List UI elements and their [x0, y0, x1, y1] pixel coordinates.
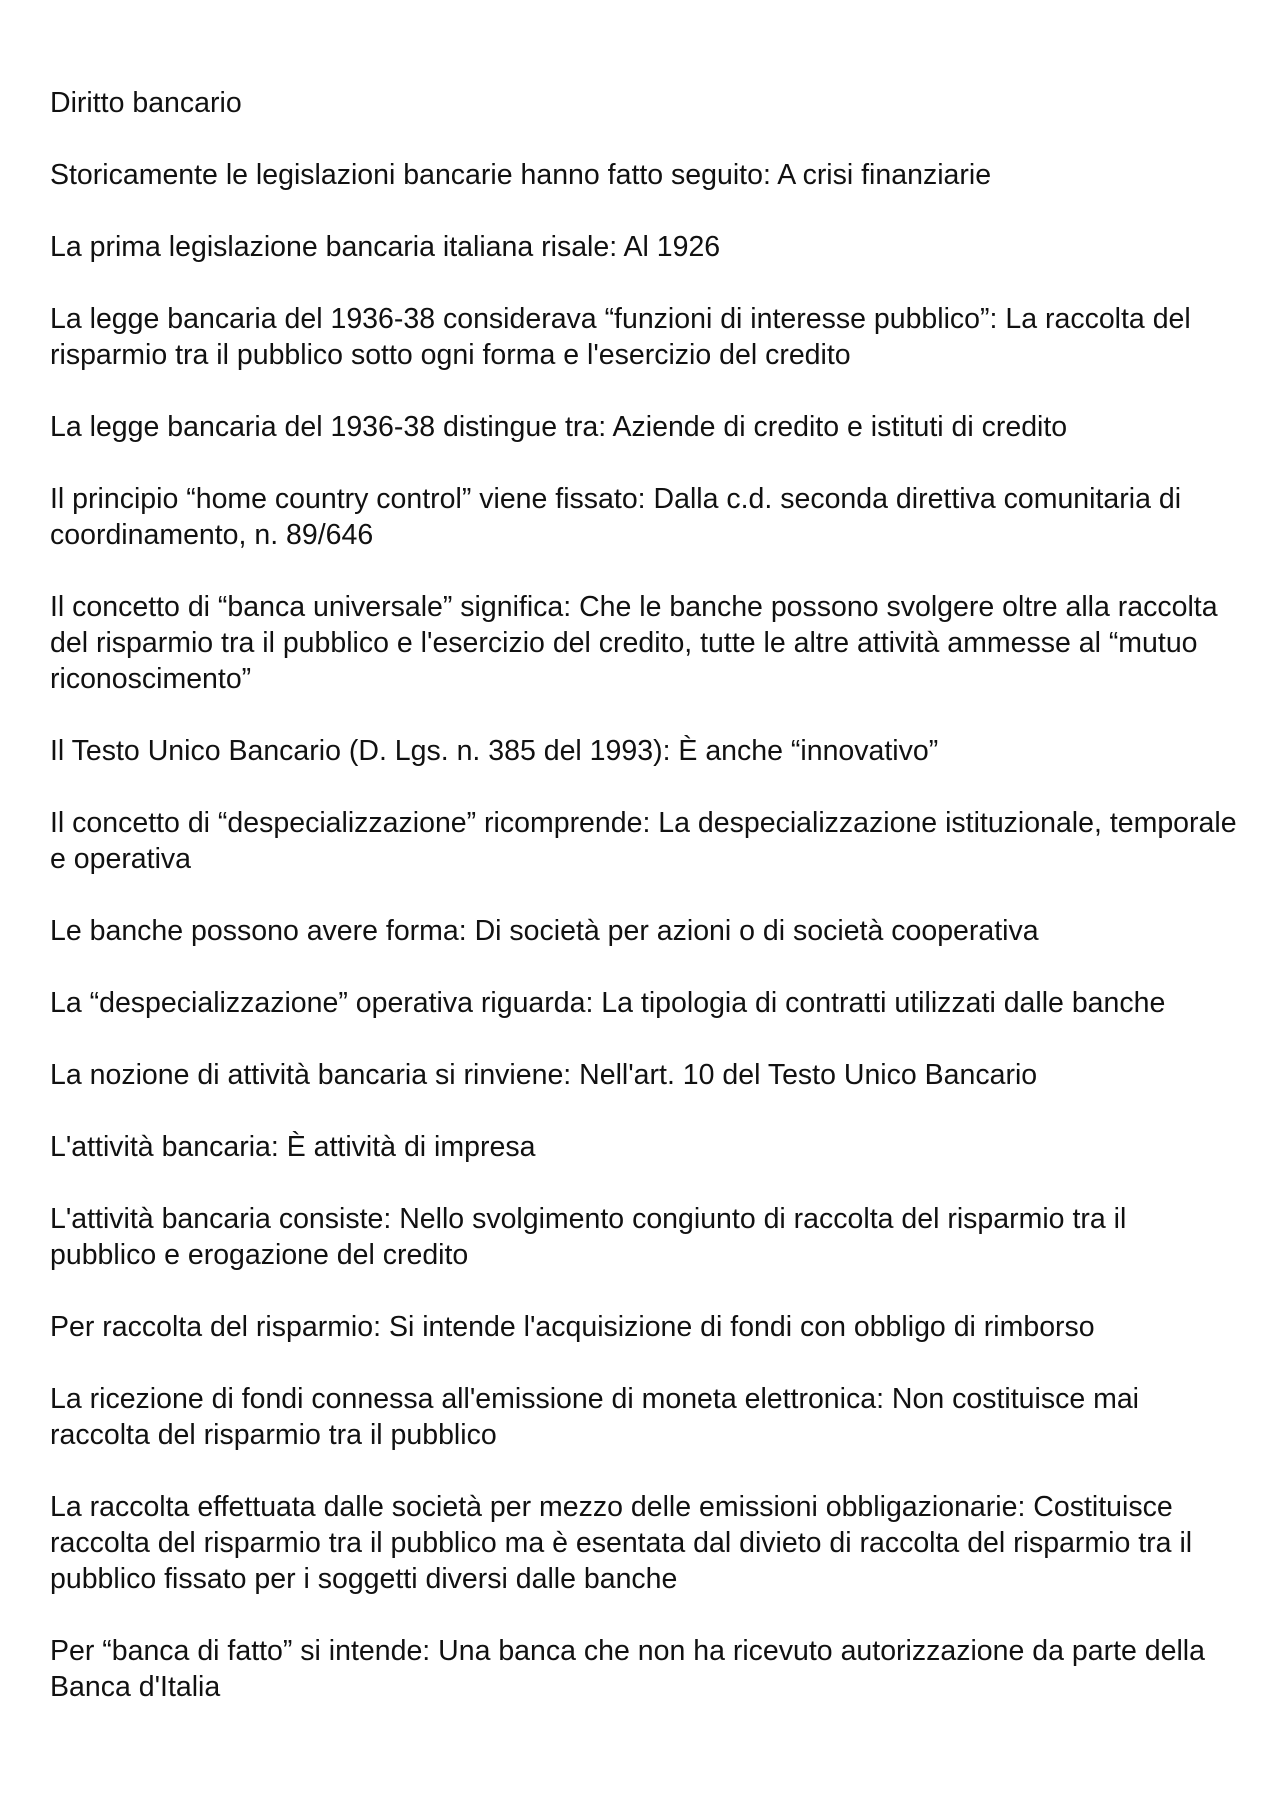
qa-item: Il concetto di “banca universale” significa: Che le banche possono svolgere oltre alla raccolta del risparmio tra il pubblico e l'esercizio del credito, tutte le altre attività ammesse al “mutuo riconoscimento”	[50, 591, 1218, 695]
qa-item: Per “banca di fatto” si intende: Una banca che non ha ricevuto autorizzazione da parte della Banca d'Italia	[50, 1635, 1205, 1703]
qa-item: La legge bancaria del 1936-38 distingue tra: Aziende di credito e istituti di credito	[50, 411, 1068, 443]
qa-item: Le banche possono avere forma: Di società per azioni o di società cooperativa	[50, 915, 1039, 947]
qa-item: La ricezione di fondi connessa all'emissione di moneta elettronica: Non costituisce mai raccolta del risparmio tra il pubblico	[50, 1383, 1140, 1451]
qa-item: Il Testo Unico Bancario (D. Lgs. n. 385 del 1993): È anche “innovativo”	[50, 735, 939, 767]
qa-item: Il principio “home country control” viene fissato: Dalla c.d. seconda direttiva comunitaria di coordinamento, n. 89/646	[50, 483, 1182, 551]
qa-item: La legge bancaria del 1936-38 considerava “funzioni di interesse pubblico”: La raccolta del risparmio tra il pubblico sotto ogni forma e l'esercizio del credito	[50, 303, 1191, 371]
qa-item: Storicamente le legislazioni bancarie hanno fatto seguito: A crisi finanziarie	[50, 159, 992, 191]
document-page	[50, 85, 1240, 1705]
document-title: Diritto bancario	[50, 87, 242, 119]
qa-item: Il concetto di “despecializzazione” ricomprende: La despecializzazione istituzionale, temporale e operativa	[50, 807, 1237, 875]
qa-item: L'attività bancaria: È attività di impresa	[50, 1131, 536, 1163]
qa-item: La nozione di attività bancaria si rinviene: Nell'art. 10 del Testo Unico Bancario	[50, 1059, 1038, 1091]
qa-item: Per raccolta del risparmio: Si intende l'acquisizione di fondi con obbligo di rimborso	[50, 1311, 1095, 1343]
qa-item: L'attività bancaria consiste: Nello svolgimento congiunto di raccolta del risparmio tra il pubblico e erogazione del credito	[50, 1203, 1127, 1271]
qa-item: La “despecializzazione” operativa riguarda: La tipologia di contratti utilizzati dalle banche	[50, 987, 1166, 1019]
qa-item: La raccolta effettuata dalle società per mezzo delle emissioni obbligazionarie: Costituisce raccolta del risparmio tra il pubblico ma è esentata dal divieto di raccolta del risparmio tra il pubblico fissato per i soggetti diversi dalle banche	[50, 1491, 1193, 1595]
qa-item: La prima legislazione bancaria italiana risale: Al 1926	[50, 231, 721, 263]
